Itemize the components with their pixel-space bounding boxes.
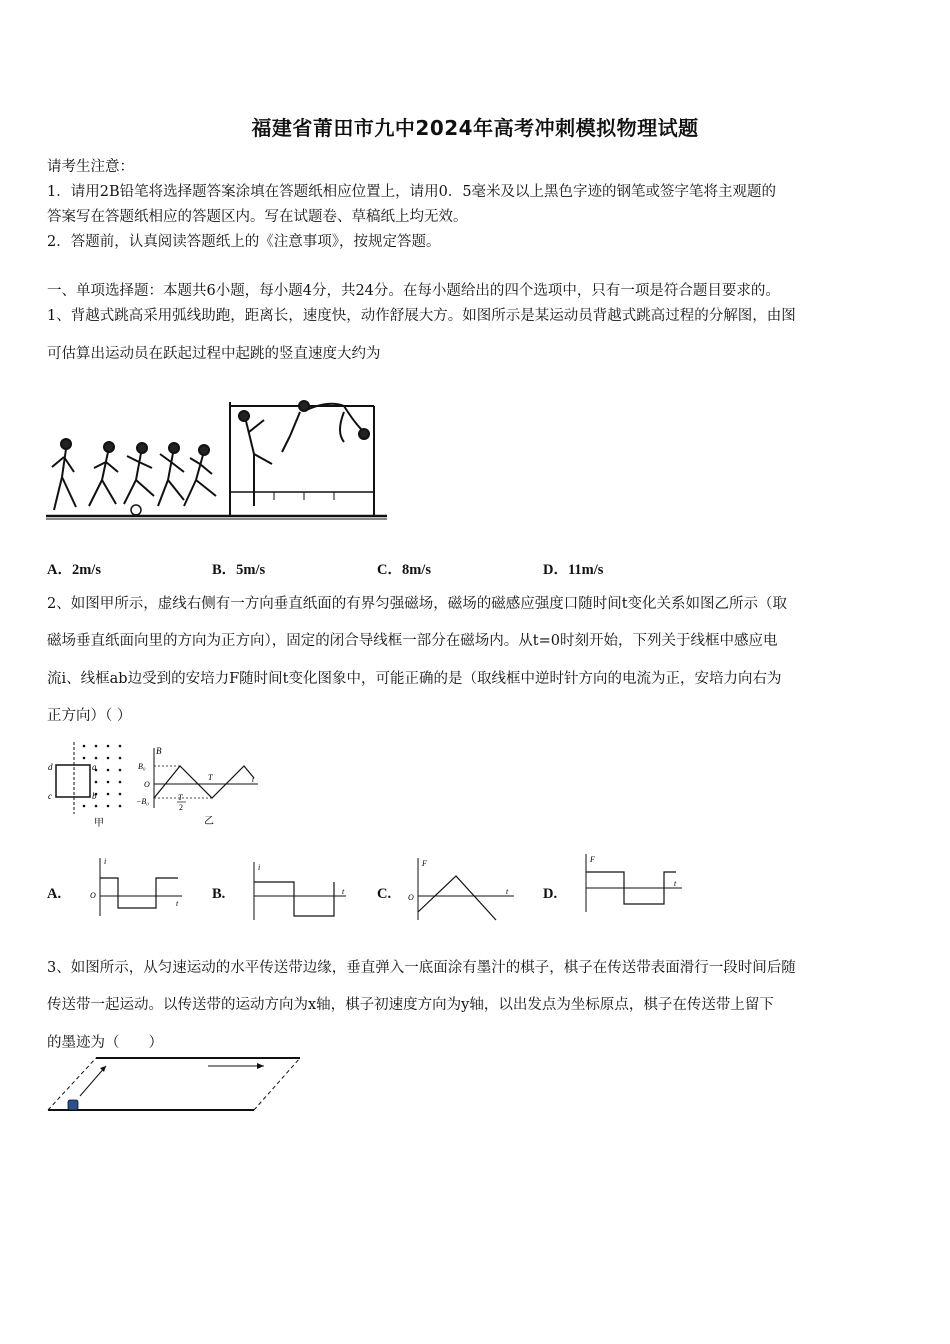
t-label: t: [176, 899, 179, 908]
label-negB0: −B₀: [136, 797, 150, 806]
label-b: b: [92, 791, 97, 801]
q1-line-2: 可估算出运动员在跃起过程中起跳的竖直速度大约为: [47, 346, 381, 362]
q2-line-3: 流i、线框ab边受到的安培力F随时间t变化图象中，可能正确的是（取线框中逆时针方向的电流为正，安培力向右为: [47, 671, 782, 687]
label-origin: O: [144, 780, 150, 789]
label-yi: 乙: [204, 816, 214, 827]
figure-jia: [44, 738, 140, 830]
figure-yi: [136, 742, 264, 830]
q1-option-d[interactable]: D．11m/s: [543, 562, 604, 578]
label-d: d: [48, 762, 53, 772]
q2-option-a-graph: [86, 856, 186, 920]
label-thalf-num: T: [178, 793, 183, 802]
q2-line-4: 正方向）（ ）: [47, 708, 132, 724]
notice-item-1b: 答案写在答题纸相应的答题区内。写在试题卷、草稿纸上均无效。: [47, 209, 468, 225]
label-thalf-den: 2: [179, 803, 183, 812]
t-label: t: [342, 887, 345, 896]
q3-line-2: 传送带一起运动。以传送带的运动方向为x轴，棋子初速度方向为y轴，以出发点为坐标原点，棋子在传送带上留下: [47, 997, 774, 1013]
origin-label: O: [408, 893, 414, 902]
axis-F: F: [590, 855, 595, 864]
q2-option-b-graph: [236, 860, 350, 922]
conveyor-figure: [44, 1054, 306, 1116]
label-c: c: [48, 791, 52, 801]
q2-option-b[interactable]: B.: [212, 886, 226, 902]
origin-label: O: [90, 891, 96, 900]
q2-option-c[interactable]: C.: [377, 886, 392, 902]
notice-heading: 请考生注意：: [47, 159, 134, 175]
axis-F: F: [422, 859, 427, 868]
axis-i: i: [104, 857, 107, 866]
page-title: 福建省莆田市九中2024年高考冲刺模拟物理试题: [251, 116, 699, 140]
notice-item-2: 2．答题前，认真阅读答题纸上的《注意事项》，按规定答题。: [47, 234, 441, 250]
label-t: t: [252, 775, 255, 784]
q2-option-d[interactable]: D.: [543, 886, 558, 902]
q1-option-c[interactable]: C．8m/s: [377, 562, 431, 578]
t-label: t: [506, 887, 509, 896]
q1-option-a[interactable]: A．2m/s: [47, 562, 101, 578]
q1-option-b[interactable]: B．5m/s: [212, 562, 266, 578]
label-B: B: [156, 746, 162, 756]
q2-option-a[interactable]: A.: [47, 886, 62, 902]
q3-line-1: 3、如图所示，从匀速运动的水平传送带边缘，垂直弹入一底面涂有墨汁的棋子，棋子在传送带表面滑行一段时间后随: [47, 960, 796, 976]
high-jump-figure: [44, 392, 389, 524]
puck-icon: [68, 1100, 78, 1110]
q1-line-1: 1、背越式跳高采用弧线助跑，距离长，速度快，动作舒展大方。如图所示是某运动员背越式跳高过程的分解图，由图: [47, 308, 796, 324]
notice-item-1a: 1．请用2B铅笔将选择题答案涂填在答题纸相应位置上，请用0．5毫米及以上黑色字迹的钢笔或签字笔将主观题的: [47, 184, 777, 200]
t-label: t: [674, 879, 677, 888]
q2-line-2: 磁场垂直纸面向里的方向为正方向），固定的闭合导线框一部分在磁场内。从t=0时刻开始，下列关于线框中感应电: [47, 633, 778, 649]
section-heading: 一、单项选择题：本题共6小题，每小题4分，共24分。在每小题给出的四个选项中，只有一项是符合题目要求的。: [47, 283, 780, 299]
axis-i: i: [258, 863, 261, 872]
label-B0: B₀: [138, 762, 146, 771]
q2-option-c-graph: [402, 856, 520, 922]
label-a: a: [92, 762, 97, 772]
q2-option-d-graph: [576, 852, 686, 914]
q3-line-3: 的墨迹为（ ）: [47, 1035, 163, 1051]
label-jia: 甲: [94, 818, 104, 829]
q2-line-1: 2、如图甲所示，虚线右侧有一方向垂直纸面的有界匀强磁场，磁场的磁感应强度口随时间t变化关系如图乙所示（取: [47, 596, 788, 612]
label-T: T: [208, 773, 213, 782]
